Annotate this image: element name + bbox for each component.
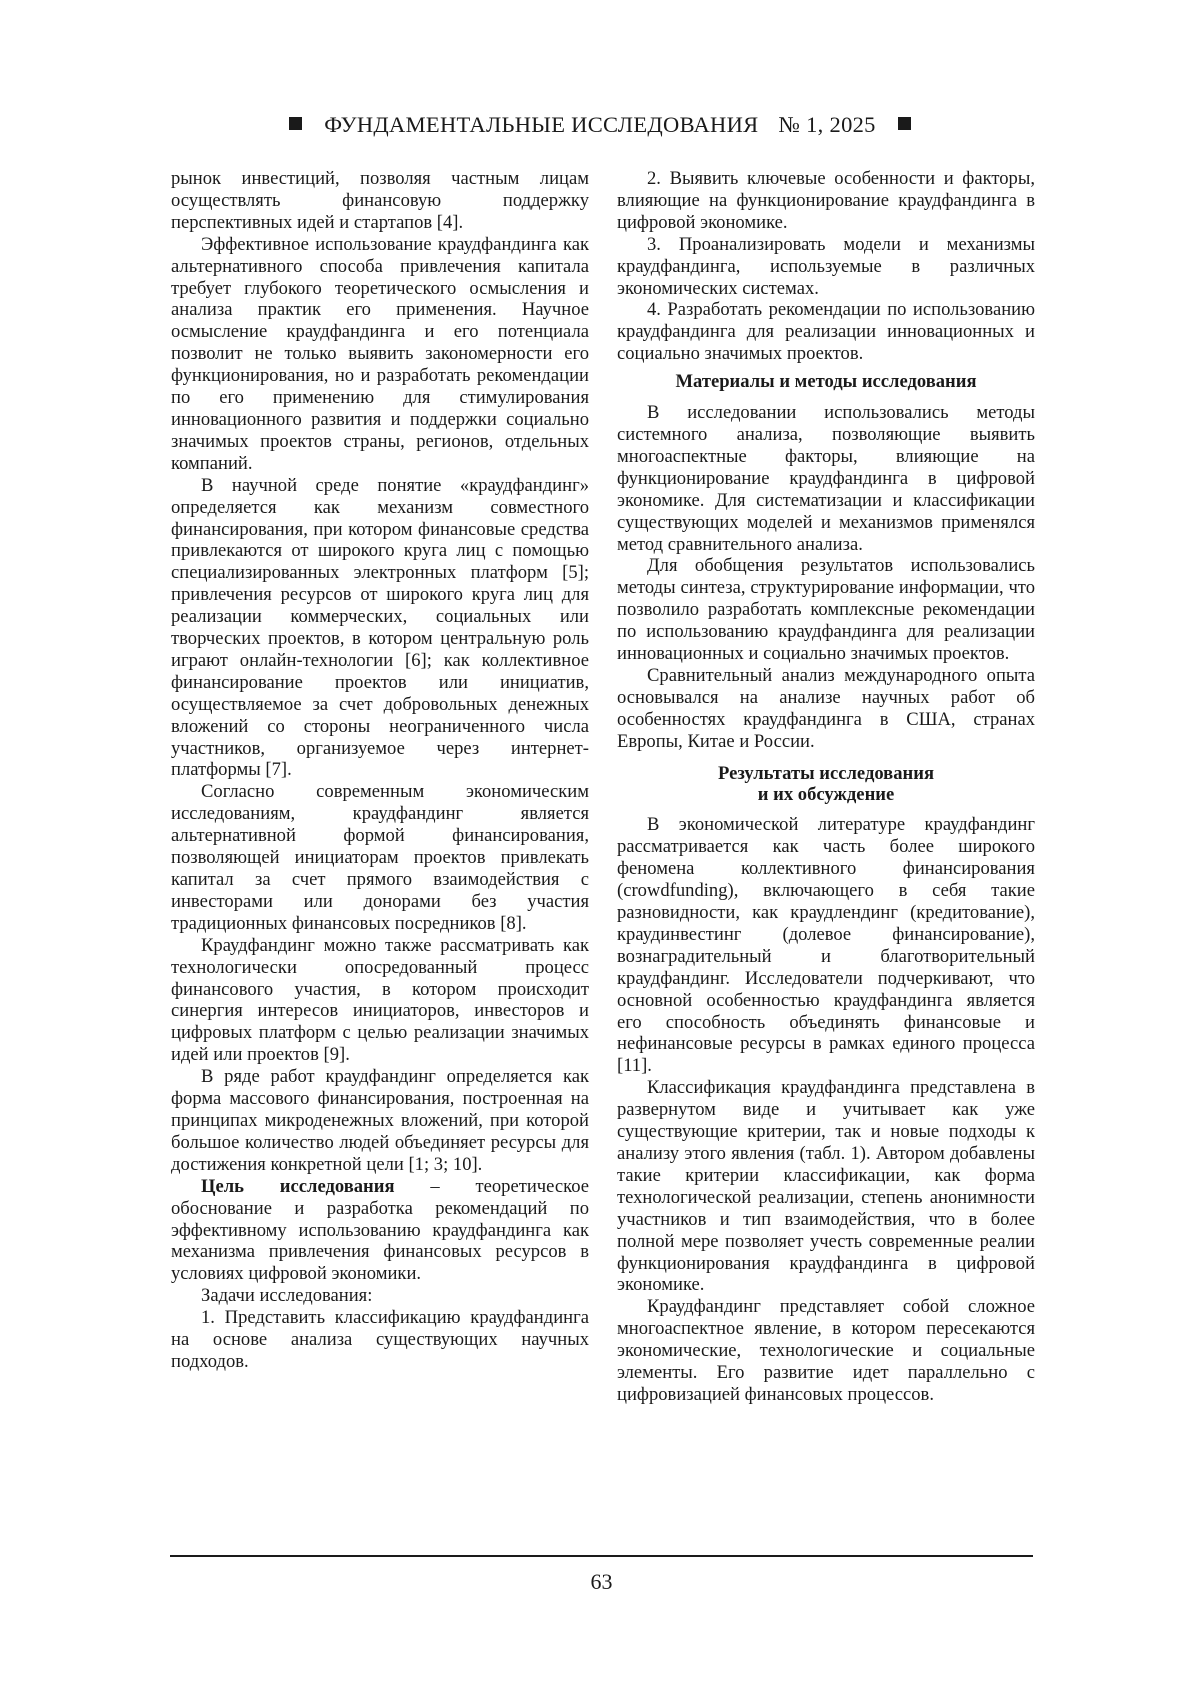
task-item: 4. Разработать рекомендации по использованию краудфандинга для реализации инновационных и социально значимых проектов. — [617, 299, 1035, 365]
paragraph: В научной среде понятие «краудфандинг» определяется как механизм совместного финансирования, при котором финансовые средства привлекаются от широкого круга лиц с помощью специализированных электронных платформ [5]; привлечения ресурсов от широкого круга лиц для реализации коммерческих, социальных или творческих проектов, в котором центральную роль играют онлайн-технологии [6]; как коллективное финансирование проектов или инициатив, осуществляемое за счет добровольных денежных вложений со стороны неограниченного числа участников, организуемое через интернет-платформы [7]. — [171, 475, 589, 782]
paragraph: Эффективное использование краудфандинга как альтернативного способа привлечения капитала требует глубокого теоретического осмысления и анализа практик его применения. Научное осмысление краудфандинга и его потенциала позволит не только выявить закономерности его функционирования, но и разработать рекомендации по его применению для стимулирования инновационного развития и поддержки социально значимых проектов страны, регионов, отдельных компаний. — [171, 234, 589, 475]
section-heading-methods: Материалы и методы исследования — [617, 371, 1035, 393]
paragraph: В ряде работ краудфандинг определяется как форма массового финансирования, построенная на принципах микроденежных вложений, при которой большое количество людей объединяет ресурсы для достижения конкретной цели [1; 3; 10]. — [171, 1066, 589, 1176]
running-header — [170, 112, 1030, 138]
issue-number: № 1, 2025 — [778, 112, 875, 137]
task-item: 3. Проанализировать модели и механизмы краудфандинга, используемые в различных экономических системах. — [617, 234, 1035, 300]
footer-rule — [170, 1555, 1033, 1557]
right-column — [617, 168, 1035, 1406]
tasks-label: Задачи исследования: — [171, 1285, 589, 1307]
section-heading-results — [617, 763, 1035, 807]
research-goal-paragraph — [171, 1176, 589, 1286]
paragraph: Для обобщения результатов использовались методы синтеза, структурирование информации, что позволило разработать комплексные рекомендации по использованию краудфандинга для реализации инновационных и социально значимых проектов. — [617, 555, 1035, 665]
paragraph: Классификация краудфандинга представлена в развернутом виде и учитывает как уже существующие критерии, так и новые подходы к анализу этого явления (табл. 1). Автором добавлены такие критерии классификации, как форма технологической реализации, степень анонимности участников и тип взаимодействия, что в более полной мере позволяет учесть современные реалии функционирования краудфандинга в цифровой экономике. — [617, 1077, 1035, 1296]
goal-label: Цель исследования — [201, 1176, 395, 1197]
paragraph: Краудфандинг можно также рассматривать как технологически опосредованный процесс финансового участия, в котором происходит синергия интересов инициаторов, инвесторов и цифровых платформ с целью реализации значимых идей или проектов [9]. — [171, 935, 589, 1066]
paragraph: Согласно современным экономическим исследованиям, краудфандинг является альтернативной формой финансирования, позволяющей инициаторам проектов привлекать капитал за счет прямого взаимодействия с инвесторами или донорами без участия традиционных финансовых посредников [8]. — [171, 781, 589, 934]
square-bullet-icon — [898, 117, 911, 130]
left-column — [171, 168, 589, 1373]
paragraph: рынок инвестиций, позволяя частным лицам осуществлять финансовую поддержку перспективных идей и стартапов [4]. — [171, 168, 589, 234]
journal-title: ФУНДАМЕНТАЛЬНЫЕ ИССЛЕДОВАНИЯ — [324, 112, 758, 137]
paragraph: В экономической литературе краудфандинг рассматривается как часть более широкого феномена коллективного финансирования (crowdfunding), включающего в себя такие разновидности, как краудлендинг (кредитование), краудинвестинг (долевое финансирование), вознаградительный и благотворительный краудфандинг. Исследователи подчеркивают, что основной особенностью краудфандинга является его способность объединять финансовые и нефинансовые ресурсы в рамках единого процесса [11]. — [617, 814, 1035, 1077]
paragraph: В исследовании использовались методы системного анализа, позволяющие выявить многоаспектные факторы, влияющие на функционирование краудфандинга в цифровой экономике. Для систематизации и классификации существующих моделей и механизмов применялся метод сравнительного анализа. — [617, 402, 1035, 555]
task-item: 2. Выявить ключевые особенности и факторы, влияющие на функционирование краудфандинга в цифровой экономике. — [617, 168, 1035, 234]
paragraph: Краудфандинг представляет собой сложное многоаспектное явление, в котором пересекаются экономические, технологические и социальные элементы. Его развитие идет параллельно с цифровизацией финансовых процессов. — [617, 1296, 1035, 1406]
journal-page — [0, 0, 1200, 1697]
paragraph: Сравнительный анализ международного опыта основывался на анализе научных работ об особенностях краудфандинга в США, странах Европы, Китае и России. — [617, 665, 1035, 753]
heading-line: Результаты исследования — [617, 763, 1035, 785]
goal-text: – теоретическое обоснование и разработка рекомендаций по эффективному использованию краудфандинга как механизма привлечения финансовых ресурсов в условиях цифровой экономики. — [171, 1176, 589, 1285]
square-bullet-icon — [289, 117, 302, 130]
heading-line: и их обсуждение — [617, 784, 1035, 806]
page-number: 63 — [170, 1569, 1033, 1595]
task-item: 1. Представить классификацию краудфандинга на основе анализа существующих научных подходов. — [171, 1307, 589, 1373]
